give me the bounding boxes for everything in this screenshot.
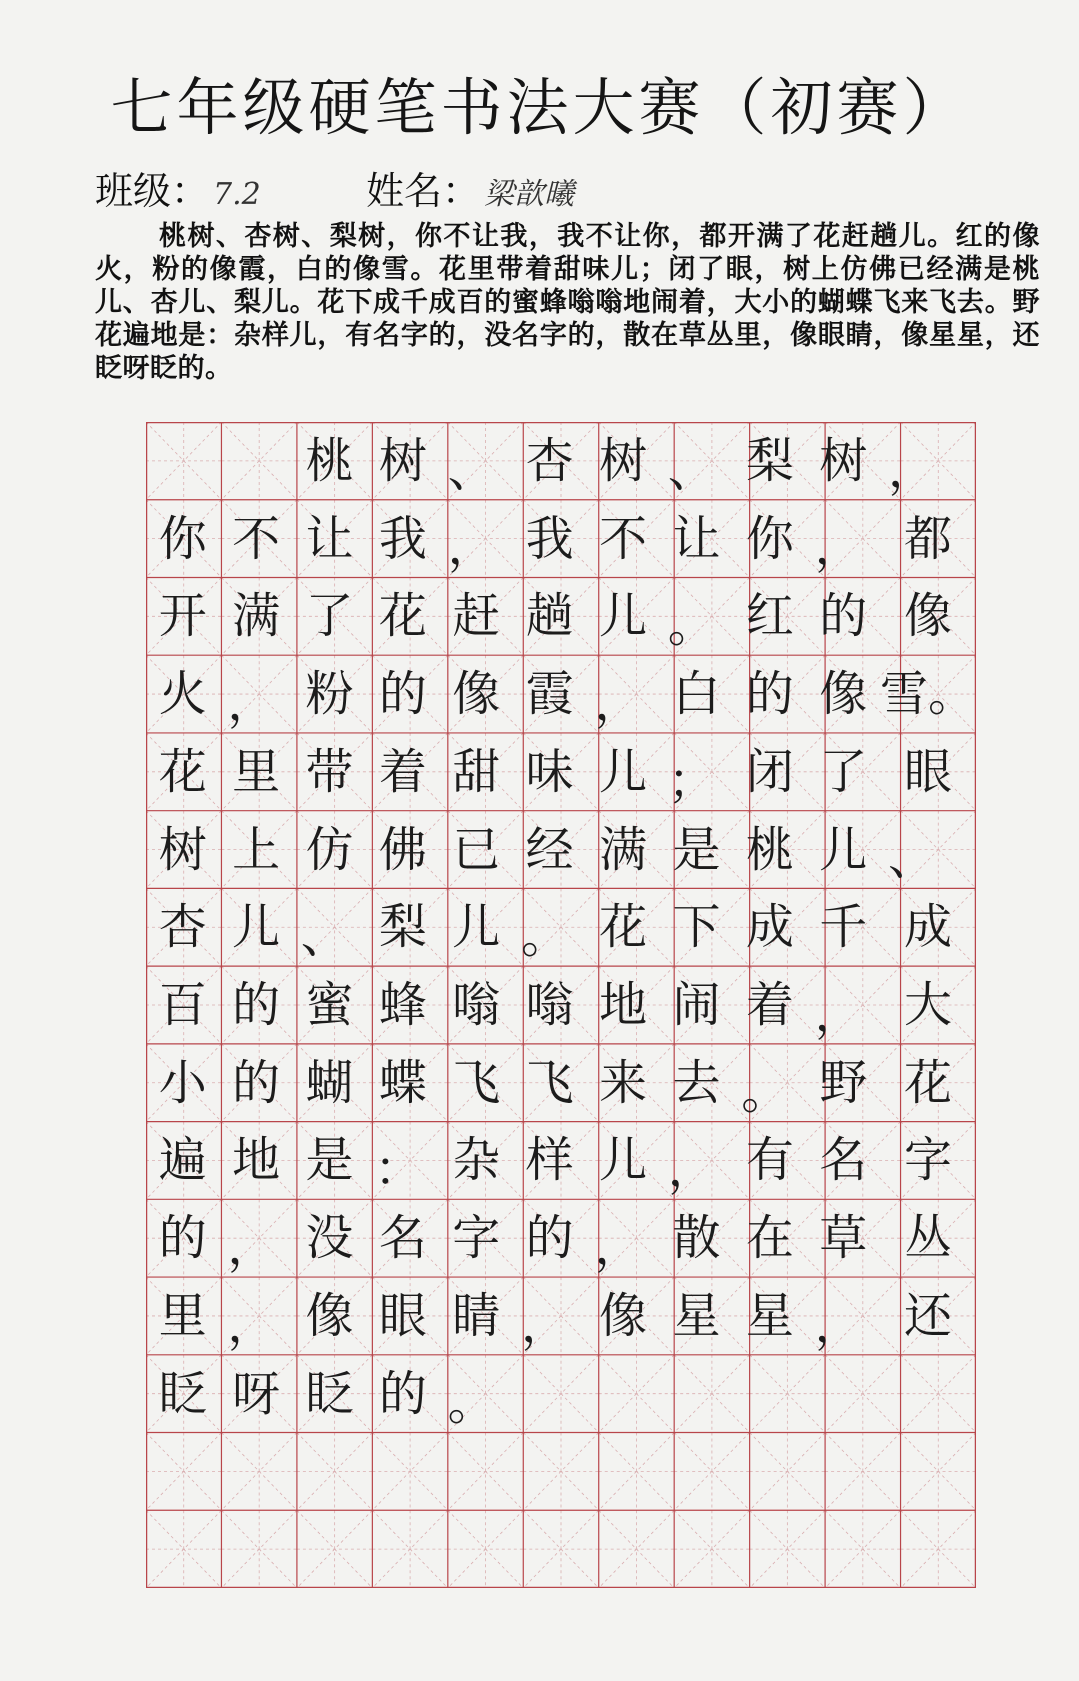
grid-cell: 千 bbox=[819, 899, 868, 956]
grid-cell bbox=[513, 1355, 586, 1433]
grid-cell: 成 bbox=[745, 899, 794, 956]
grid-cell: 闭 bbox=[745, 743, 794, 800]
grid-cell: 眼 bbox=[378, 1287, 427, 1344]
grid-cell: ， bbox=[520, 1296, 569, 1353]
grid-cell bbox=[146, 422, 219, 500]
name-field bbox=[366, 160, 574, 215]
grid-cell: 。 bbox=[741, 1063, 790, 1120]
grid-cell: 桃 bbox=[745, 821, 794, 878]
grid-cell: 树 bbox=[158, 821, 207, 878]
grid-cell: 满 bbox=[599, 821, 648, 878]
page-title: 七年级硬笔书法大赛（初赛） bbox=[110, 71, 969, 144]
grid-cell: 儿 bbox=[232, 899, 281, 956]
grid-cell bbox=[513, 1433, 586, 1511]
name-label: 姓名： bbox=[366, 169, 481, 213]
grid-cell: 名 bbox=[819, 1132, 868, 1189]
grid-cell: 不 bbox=[599, 510, 648, 567]
grid-cell: 不 bbox=[232, 510, 281, 567]
grid-cell bbox=[880, 1355, 976, 1433]
writing-grid bbox=[146, 422, 976, 1588]
grid-cell: 桃 bbox=[305, 432, 354, 489]
grid-cell: 星 bbox=[745, 1287, 794, 1344]
grid-cell: 的 bbox=[158, 1210, 207, 1267]
grid-cell: 霞 bbox=[525, 666, 574, 723]
grid-cell: 带 bbox=[305, 743, 354, 800]
grid-cell: 没 bbox=[305, 1210, 354, 1267]
grid-cell bbox=[733, 1433, 806, 1511]
grid-cell: 儿 bbox=[599, 588, 648, 645]
grid-cell: 字 bbox=[452, 1210, 501, 1267]
grid-cell bbox=[807, 1355, 880, 1433]
grid-cell: 佛 bbox=[378, 821, 427, 878]
grid-cell: ， bbox=[887, 441, 936, 498]
grid-cell: 雪。 bbox=[879, 666, 976, 723]
grid-cell bbox=[219, 1510, 292, 1588]
grid-cell: 我 bbox=[378, 510, 427, 567]
grid-cell: 下 bbox=[672, 899, 721, 956]
grid-cell bbox=[293, 1433, 366, 1511]
grid-cell bbox=[146, 1510, 219, 1588]
grid-cells bbox=[146, 422, 976, 1588]
grid-cell: 闹 bbox=[672, 976, 721, 1033]
grid-cell bbox=[880, 1433, 976, 1511]
grid-cell: 粉 bbox=[305, 666, 354, 723]
name-value: 梁歆曦 bbox=[484, 177, 575, 212]
grid-cell: 还 bbox=[903, 1287, 952, 1344]
grid-cell bbox=[366, 1433, 439, 1511]
grid-cell: 地 bbox=[599, 976, 648, 1033]
grid-cell: 百 bbox=[158, 976, 207, 1033]
grid-cell: 眨 bbox=[158, 1365, 207, 1422]
grid-cell: 仿 bbox=[305, 821, 354, 878]
grid-cell: 白 bbox=[672, 666, 721, 723]
grid-cell: 上 bbox=[232, 821, 281, 878]
grid-cell: 。 bbox=[667, 597, 716, 654]
grid-cell: 都 bbox=[903, 510, 952, 567]
grid-cell bbox=[660, 1433, 733, 1511]
grid-cell: 了 bbox=[819, 743, 868, 800]
grid-cell: 嗡 bbox=[452, 976, 501, 1033]
grid-cell bbox=[586, 1510, 659, 1588]
class-value: 7.2 bbox=[213, 177, 261, 212]
grid-cell: 眨 bbox=[305, 1365, 354, 1422]
grid-cell: 飞 bbox=[452, 1054, 501, 1111]
grid-cell: 我 bbox=[525, 510, 574, 567]
grid-cell: 。 bbox=[520, 908, 569, 965]
grid-cell bbox=[660, 1355, 733, 1433]
grid-cell: 飞 bbox=[525, 1054, 574, 1111]
grid-cell: ， bbox=[594, 674, 643, 731]
grid-cell: 像 bbox=[903, 588, 952, 645]
grid-cell: 像 bbox=[305, 1287, 354, 1344]
grid-cell: 名 bbox=[378, 1210, 427, 1267]
grid-cell: 让 bbox=[672, 510, 721, 567]
grid-cell: 、 bbox=[300, 908, 349, 965]
grid-cell: 的 bbox=[378, 1365, 427, 1422]
grid-cell: 丛 bbox=[903, 1210, 952, 1267]
grid-cell: 里 bbox=[232, 743, 281, 800]
source-passage: 桃树、杏树、梨树，你不让我，我不让你，都开满了花赶趟儿。红的像火，粉的像霞，白的像雪。花里带着甜味儿；闭了眼，树上仿佛已经满是桃儿、杏儿、梨儿。花下成千成百的蜜蜂嗡嗡地闹着，大小的蝴蝶飞来飞去。野花遍地是：杂样儿，有名字的，没名字的，散在草丛里，像眼睛，像星星，还眨呀眨的。 bbox=[95, 221, 1040, 384]
grid-cell: 蜜 bbox=[305, 976, 354, 1033]
grid-cell: 有 bbox=[745, 1132, 794, 1189]
grid-cell: 杏 bbox=[158, 899, 207, 956]
grid-cell: 嗡 bbox=[525, 976, 574, 1033]
grid-cell: 火 bbox=[158, 666, 207, 723]
grid-cell bbox=[366, 1510, 439, 1588]
grid-cell: 满 bbox=[232, 588, 281, 645]
grid-cell: 是 bbox=[305, 1132, 354, 1189]
grid-cell: 的 bbox=[232, 976, 281, 1033]
grid-cell: 杏 bbox=[525, 432, 574, 489]
grid-cell: 味 bbox=[525, 743, 574, 800]
grid-cell bbox=[807, 1433, 880, 1511]
grid-cell: ， bbox=[227, 674, 276, 731]
grid-cell: 的 bbox=[378, 666, 427, 723]
grid-cell bbox=[146, 1433, 219, 1511]
grid-cell: 样 bbox=[525, 1132, 574, 1189]
grid-cell: 经 bbox=[525, 821, 574, 878]
grid-cell: 眼 bbox=[903, 743, 952, 800]
grid-cell: 树 bbox=[599, 432, 648, 489]
grid-cell: 、 bbox=[447, 441, 496, 498]
grid-cell: 树 bbox=[819, 432, 868, 489]
grid-cell: 的 bbox=[819, 588, 868, 645]
grid-cell: 大 bbox=[903, 976, 952, 1033]
grid-cell: 梨 bbox=[378, 899, 427, 956]
grid-cell: 是 bbox=[672, 821, 721, 878]
grid-cell: 梨 bbox=[745, 432, 794, 489]
grid-cell: ， bbox=[227, 1219, 276, 1276]
grid-cell: 花 bbox=[158, 743, 207, 800]
grid-cell: ， bbox=[814, 1296, 863, 1353]
grid-cell: 儿 bbox=[452, 899, 501, 956]
class-field bbox=[95, 160, 261, 215]
grid-cell: 草 bbox=[819, 1210, 868, 1267]
grid-cell bbox=[733, 1510, 806, 1588]
grid-cell bbox=[219, 422, 292, 500]
grid-cell: 红 bbox=[745, 588, 794, 645]
grid-cell bbox=[586, 1433, 659, 1511]
grid-cell bbox=[293, 1510, 366, 1588]
grid-cell bbox=[513, 1510, 586, 1588]
grid-cell: 儿 bbox=[819, 821, 868, 878]
grid-cell: 的 bbox=[525, 1210, 574, 1267]
grid-cell: 赶 bbox=[452, 588, 501, 645]
grid-cell bbox=[219, 1433, 292, 1511]
grid-cell: 散 bbox=[672, 1210, 721, 1267]
grid-cell: 着 bbox=[745, 976, 794, 1033]
grid-cell: 里 bbox=[158, 1287, 207, 1344]
grid-cell: 小 bbox=[158, 1054, 207, 1111]
grid-cell: ， bbox=[814, 985, 863, 1042]
grid-cell: 像 bbox=[452, 666, 501, 723]
grid-cell bbox=[880, 1510, 976, 1588]
grid-cell bbox=[807, 1510, 880, 1588]
grid-cell: ； bbox=[667, 752, 716, 809]
grid-cell: 树 bbox=[378, 432, 427, 489]
grid-cell: 花 bbox=[903, 1054, 952, 1111]
grid-cell bbox=[440, 1433, 513, 1511]
grid-cell: ， bbox=[447, 519, 496, 576]
grid-cell: ， bbox=[227, 1296, 276, 1353]
grid-cell: 儿 bbox=[599, 743, 648, 800]
grid-cell: 的 bbox=[745, 666, 794, 723]
grid-cell: 蝴 bbox=[305, 1054, 354, 1111]
grid-cell: 在 bbox=[745, 1210, 794, 1267]
grid-cell bbox=[586, 1355, 659, 1433]
grid-cell: 像 bbox=[819, 666, 868, 723]
grid-cell bbox=[440, 1510, 513, 1588]
grid-cell: 。 bbox=[447, 1374, 496, 1431]
grid-cell: 了 bbox=[305, 588, 354, 645]
grid-cell: 、 bbox=[887, 830, 936, 887]
grid-cell: 星 bbox=[672, 1287, 721, 1344]
grid-cell: 呀 bbox=[232, 1365, 281, 1422]
grid-cell bbox=[660, 1510, 733, 1588]
grid-cell bbox=[733, 1355, 806, 1433]
grid-cell: 去 bbox=[672, 1054, 721, 1111]
grid-cell: 花 bbox=[599, 899, 648, 956]
grid-cell: 让 bbox=[305, 510, 354, 567]
grid-cell: ： bbox=[374, 1141, 423, 1198]
grid-cell: 字 bbox=[903, 1132, 952, 1189]
grid-cell: 成 bbox=[903, 899, 952, 956]
grid-cell: 已 bbox=[452, 821, 501, 878]
grid-cell: 遍 bbox=[158, 1132, 207, 1189]
grid-cell: 着 bbox=[378, 743, 427, 800]
grid-cell: 开 bbox=[158, 588, 207, 645]
grid-cell: ， bbox=[814, 519, 863, 576]
grid-cell: 像 bbox=[599, 1287, 648, 1344]
grid-cell: 睛 bbox=[452, 1287, 501, 1344]
grid-cell: 的 bbox=[232, 1054, 281, 1111]
grid-cell: 蜂 bbox=[378, 976, 427, 1033]
grid-cell: 甜 bbox=[452, 743, 501, 800]
grid-cell: 杂 bbox=[452, 1132, 501, 1189]
grid-cell: ， bbox=[667, 1141, 716, 1198]
class-label: 班级： bbox=[95, 169, 210, 213]
grid-cell: ， bbox=[594, 1219, 643, 1276]
grid-cell: 趟 bbox=[525, 588, 574, 645]
grid-cell: 蝶 bbox=[378, 1054, 427, 1111]
grid-cell: 你 bbox=[745, 510, 794, 567]
grid-cell: 来 bbox=[599, 1054, 648, 1111]
grid-cell: 野 bbox=[819, 1054, 868, 1111]
grid-cell: 儿 bbox=[599, 1132, 648, 1189]
grid-cell: 地 bbox=[232, 1132, 281, 1189]
grid-cell: 、 bbox=[667, 441, 716, 498]
grid-cell: 你 bbox=[158, 510, 207, 567]
grid-cell: 花 bbox=[378, 588, 427, 645]
